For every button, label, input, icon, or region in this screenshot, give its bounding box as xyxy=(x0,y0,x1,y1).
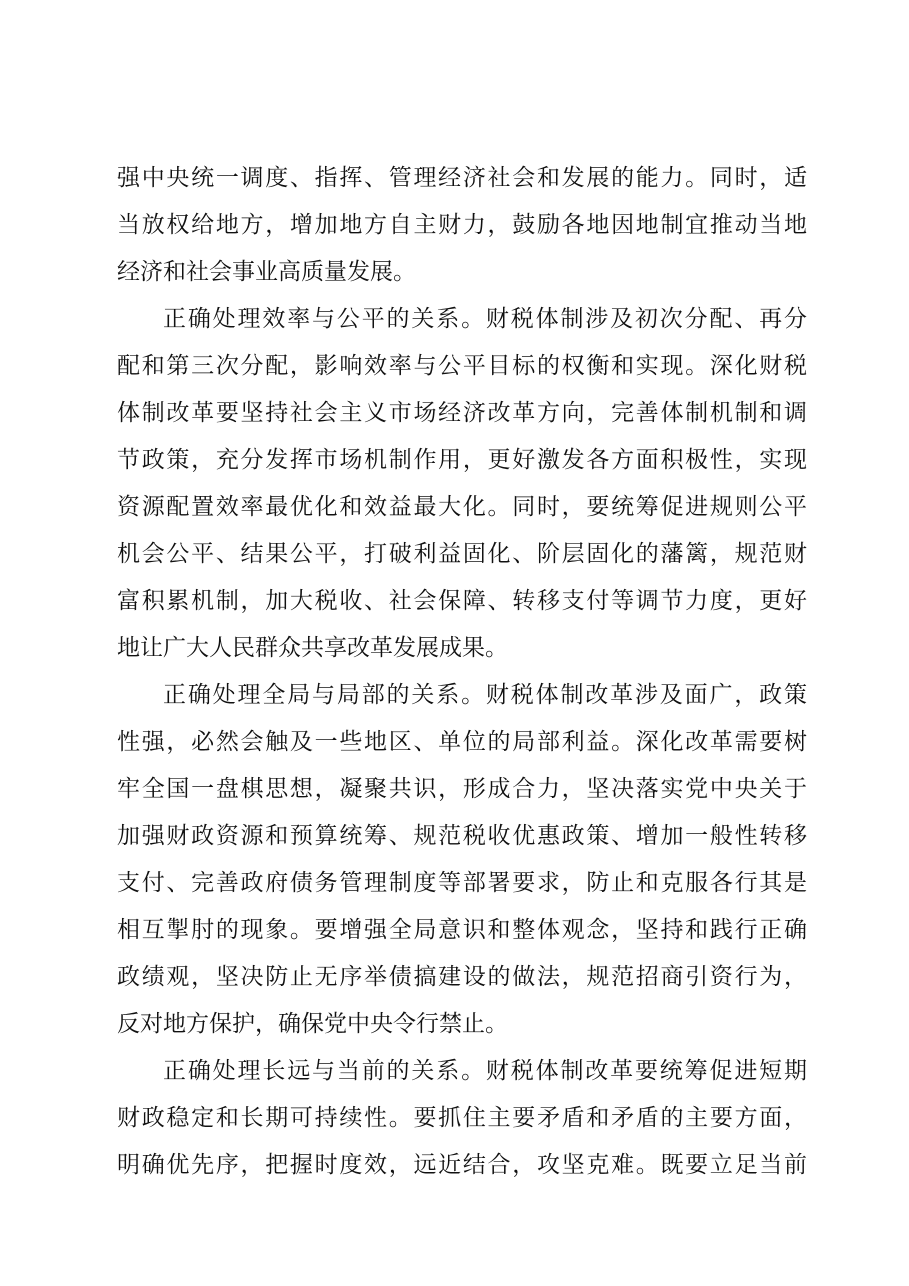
text-line: 资源配置效率最优化和效益最大化。同时，要统筹促进规则公平 xyxy=(117,494,807,520)
text-line: 体制改革要坚持社会主义市场经济改革方向，完善体制机制和调 xyxy=(117,400,807,426)
text-line: 明确优先序，把握时度效，远近结合，攻坚克难。既要立足当前 xyxy=(117,1152,807,1178)
text-line: 政绩观，坚决防止无序举债搞建设的做法，规范招商引资行为， xyxy=(117,964,807,990)
text-line: 机会公平、结果公平，打破利益固化、阶层固化的藩篱，规范财 xyxy=(117,541,807,567)
text-line: 牢全国一盘棋思想，凝聚共识，形成合力，坚决落实党中央关于 xyxy=(117,776,807,802)
text-line: 相互掣肘的现象。要增强全局意识和整体观念，坚持和践行正确 xyxy=(117,917,807,943)
text-line: 强中央统一调度、指挥、管理经济社会和发展的能力。同时，适 xyxy=(117,165,807,191)
text-line: 节政策，充分发挥市场机制作用，更好激发各方面积极性，实现 xyxy=(117,447,807,473)
text-line: 反对地方保护，确保党中央令行禁止。 xyxy=(117,1011,508,1037)
text-line: 当放权给地方，增加地方自主财力，鼓励各地因地制宜推动当地 xyxy=(117,212,807,238)
text-line: 配和第三次分配，影响效率与公平目标的权衡和实现。深化财税 xyxy=(117,353,807,379)
text-line: 加强财政资源和预算统筹、规范税收优惠政策、增加一般性转移 xyxy=(117,823,807,849)
text-line: 支付、完善政府债务管理制度等部署要求，防止和克服各行其是 xyxy=(117,870,807,896)
text-line: 财政稳定和长期可持续性。要抓住主要矛盾和矛盾的主要方面， xyxy=(117,1105,807,1131)
document-body xyxy=(117,155,807,1189)
text-line: 性强，必然会触及一些地区、单位的局部利益。深化改革需要树 xyxy=(117,729,807,755)
paragraph-start-line: 正确处理全局与局部的关系。财税体制改革涉及面广，政策 xyxy=(163,682,807,708)
text-line: 地让广大人民群众共享改革发展成果。 xyxy=(117,635,508,661)
paragraph-start-line: 正确处理长远与当前的关系。财税体制改革要统筹促进短期 xyxy=(163,1058,807,1084)
text-line: 经济和社会事业高质量发展。 xyxy=(117,259,416,285)
text-line: 富积累机制，加大税收、社会保障、转移支付等调节力度，更好 xyxy=(117,588,807,614)
paragraph-start-line: 正确处理效率与公平的关系。财税体制涉及初次分配、再分 xyxy=(163,306,807,332)
